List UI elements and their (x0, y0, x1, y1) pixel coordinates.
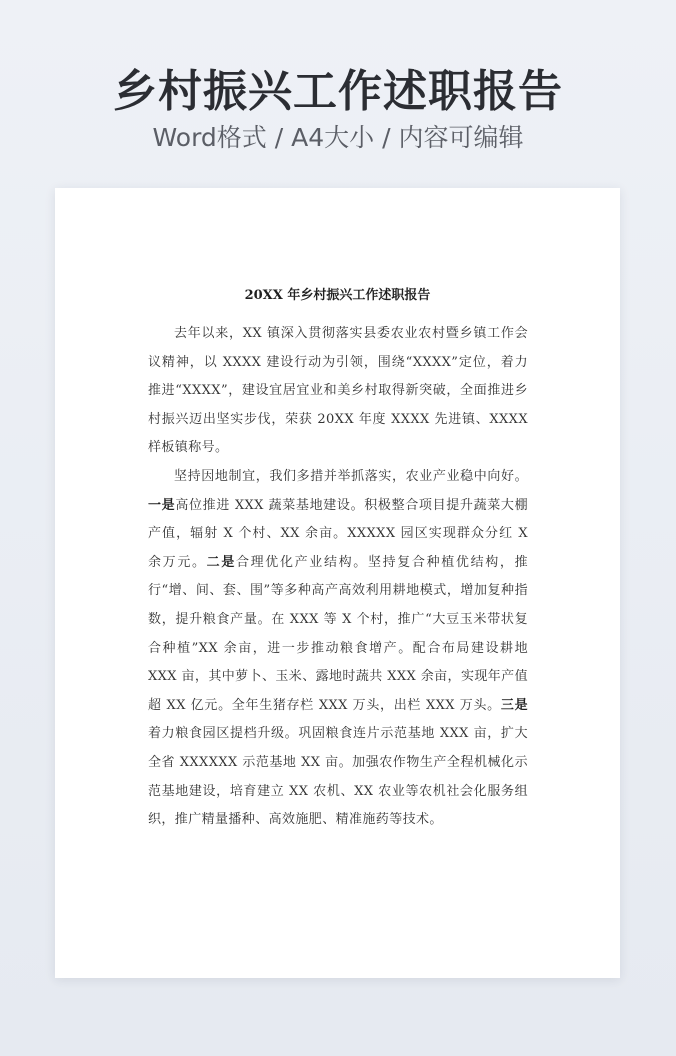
point-1-text: 高位推进 XXX 蔬菜基地建设。积极整合项目提升蔬菜大棚产值，辐射 X 个村、XX 余亩。XXXXX 园区实现群众分红 X 余万元。 (148, 497, 528, 570)
banner-subtitle: Word格式 / A4大小 / 内容可编辑 (152, 123, 524, 152)
point-3-text: 着力粮食园区提档升级。巩固粮食连片示范基地 XXX 亩，扩大全省 XXXXXX 示范基地 XX 亩。加强农作物生产全程机械化示范基地建设，培育建立 XX 农机、XX 农业等农机社会化服务组织，推广精量播种、高效施肥、精准施药等技术。 (148, 726, 528, 828)
point-2-label: 二是 (206, 554, 236, 570)
document-page (55, 188, 620, 978)
banner-title: 乡村振兴工作述职报告 (113, 66, 563, 117)
paragraph-1: 去年以来，XX 镇深入贯彻落实县委农业农村暨乡镇工作会议精神，以 XXXX 建设行动为引领，围绕“XXXX”定位，着力推进“XXXX”，建设宜居宜业和美乡村取得新突破，全面推进乡村振兴迈出坚实步伐，荣获 20XX 年度 XXXX 先进镇、XXXX 样板镇称号。 (148, 326, 528, 456)
point-2-text: 合理优化产业结构。坚持复合种植优结构，推行“增、间、套、围”等多种高产高效利用耕地模式，增加复种指数，提升粮食产量。在 XXX 等 X 个村，推广“大豆玉米带状复合种植”XX 余亩，进一步推动粮食增产。配合布局建设耕地 XXX 亩，其中萝卜、玉米、露地时蔬共 XXX 余亩，实现年产值超 XX 亿元。全年生猪存栏 XXX 万头，出栏 XXX 万头。 (148, 554, 528, 713)
point-1-label: 一是 (148, 497, 176, 513)
document-title: 20XX 年乡村振兴工作述职报告 (244, 288, 431, 303)
document-body (148, 320, 528, 835)
paragraph-2 (148, 463, 528, 835)
point-3-label: 三是 (500, 697, 528, 713)
paragraph-2-intro: 坚持因地制宜，我们多措并举抓落实，农业产业稳中向好。 (174, 468, 528, 484)
